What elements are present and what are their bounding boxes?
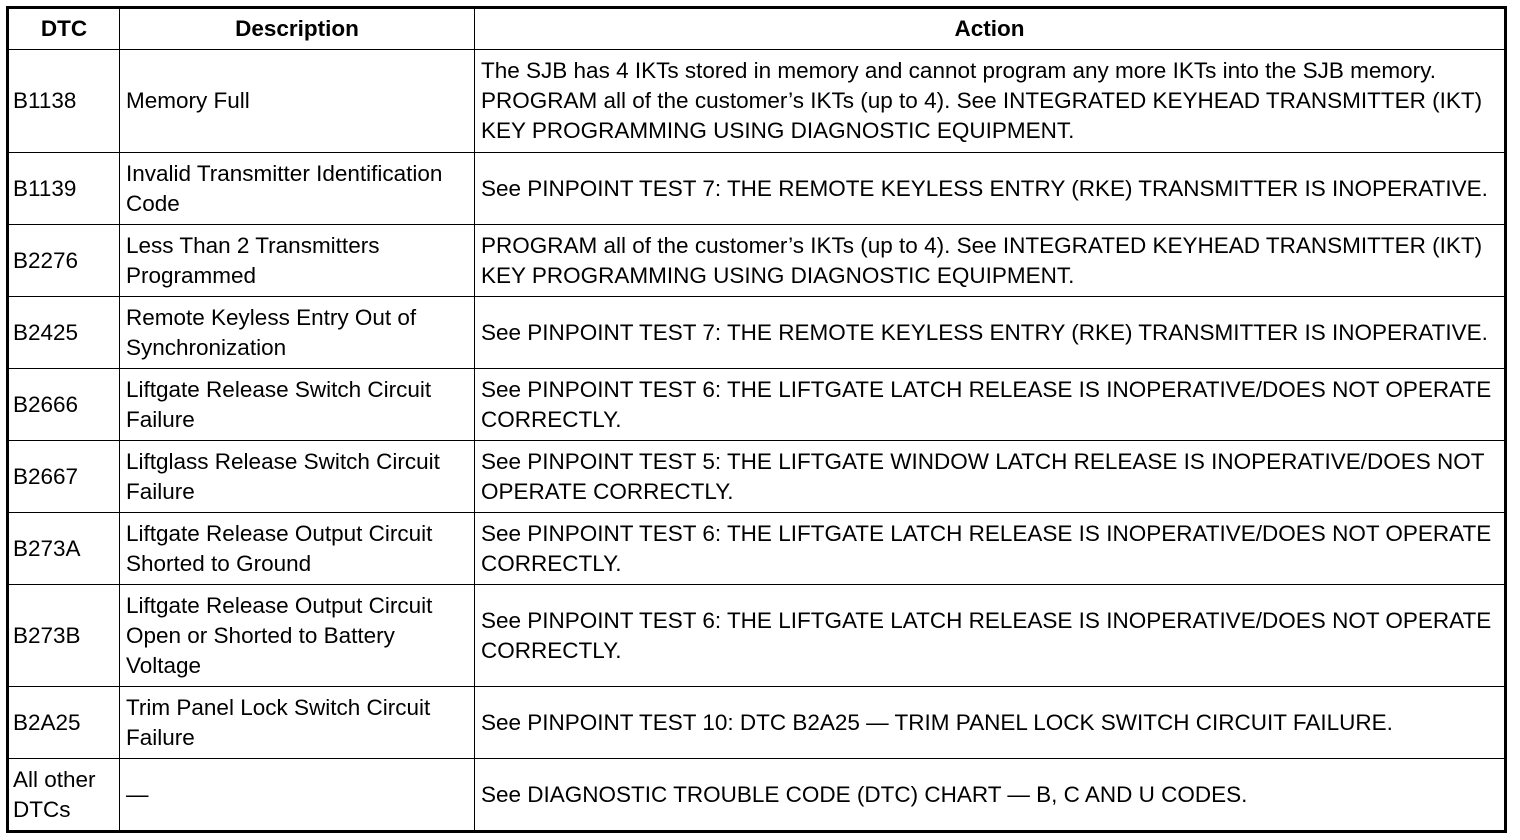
- dtc-action: See PINPOINT TEST 6: THE LIFTGATE LATCH RELEASE IS INOPERATIVE/DOES NOT OPERATE CORRECTLY.: [475, 513, 1506, 585]
- dtc-description: —: [120, 759, 475, 832]
- header-action: Action: [475, 8, 1506, 50]
- dtc-code: B273B: [8, 585, 120, 687]
- table-row: [8, 153, 1506, 225]
- table-header-row: [8, 8, 1506, 50]
- dtc-action: See PINPOINT TEST 5: THE LIFTGATE WINDOW LATCH RELEASE IS INOPERATIVE/DOES NOT OPERATE CORRECTLY.: [475, 441, 1506, 513]
- dtc-action: See PINPOINT TEST 7: THE REMOTE KEYLESS ENTRY (RKE) TRANSMITTER IS INOPERATIVE.: [475, 153, 1506, 225]
- dtc-description: Remote Keyless Entry Out of Synchronization: [120, 297, 475, 369]
- dtc-code: B273A: [8, 513, 120, 585]
- table-row: [8, 759, 1506, 832]
- dtc-description: Liftgate Release Switch Circuit Failure: [120, 369, 475, 441]
- dtc-description: Invalid Transmitter Identification Code: [120, 153, 475, 225]
- dtc-code: B2425: [8, 297, 120, 369]
- dtc-code: B2666: [8, 369, 120, 441]
- dtc-table: [6, 6, 1507, 833]
- dtc-action: PROGRAM all of the customer’s IKTs (up to 4). See INTEGRATED KEYHEAD TRANSMITTER (IKT) KEY PROGRAMMING USING DIAGNOSTIC EQUIPMENT.: [475, 225, 1506, 297]
- dtc-code: B1138: [8, 50, 120, 153]
- dtc-description: Liftgate Release Output Circuit Open or Shorted to Battery Voltage: [120, 585, 475, 687]
- table-row: [8, 297, 1506, 369]
- dtc-description: Trim Panel Lock Switch Circuit Failure: [120, 687, 475, 759]
- dtc-action: The SJB has 4 IKTs stored in memory and cannot program any more IKTs into the SJB memory. PROGRAM all of the customer’s IKTs (up to 4). See INTEGRATED KEYHEAD TRANSMITTER (IKT) KEY PROGRAMMING USING DIAGNOSTIC EQUIPMENT.: [475, 50, 1506, 153]
- dtc-description: Less Than 2 Transmitters Programmed: [120, 225, 475, 297]
- header-dtc: DTC: [8, 8, 120, 50]
- dtc-code: B2667: [8, 441, 120, 513]
- dtc-description: Memory Full: [120, 50, 475, 153]
- table-row: [8, 687, 1506, 759]
- dtc-action: See DIAGNOSTIC TROUBLE CODE (DTC) CHART — B, C AND U CODES.: [475, 759, 1506, 832]
- table-row: [8, 513, 1506, 585]
- dtc-action: See PINPOINT TEST 10: DTC B2A25 — TRIM PANEL LOCK SWITCH CIRCUIT FAILURE.: [475, 687, 1506, 759]
- dtc-code: All other DTCs: [8, 759, 120, 832]
- dtc-code: B2A25: [8, 687, 120, 759]
- header-description: Description: [120, 8, 475, 50]
- table-row: [8, 50, 1506, 153]
- table-row: [8, 585, 1506, 687]
- dtc-action: See PINPOINT TEST 6: THE LIFTGATE LATCH RELEASE IS INOPERATIVE/DOES NOT OPERATE CORRECTLY.: [475, 585, 1506, 687]
- table-row: [8, 225, 1506, 297]
- table-row: [8, 369, 1506, 441]
- dtc-action: See PINPOINT TEST 6: THE LIFTGATE LATCH RELEASE IS INOPERATIVE/DOES NOT OPERATE CORRECTLY.: [475, 369, 1506, 441]
- dtc-action: See PINPOINT TEST 7: THE REMOTE KEYLESS ENTRY (RKE) TRANSMITTER IS INOPERATIVE.: [475, 297, 1506, 369]
- dtc-code: B2276: [8, 225, 120, 297]
- dtc-description: Liftglass Release Switch Circuit Failure: [120, 441, 475, 513]
- dtc-description: Liftgate Release Output Circuit Shorted to Ground: [120, 513, 475, 585]
- table-row: [8, 441, 1506, 513]
- dtc-code: B1139: [8, 153, 120, 225]
